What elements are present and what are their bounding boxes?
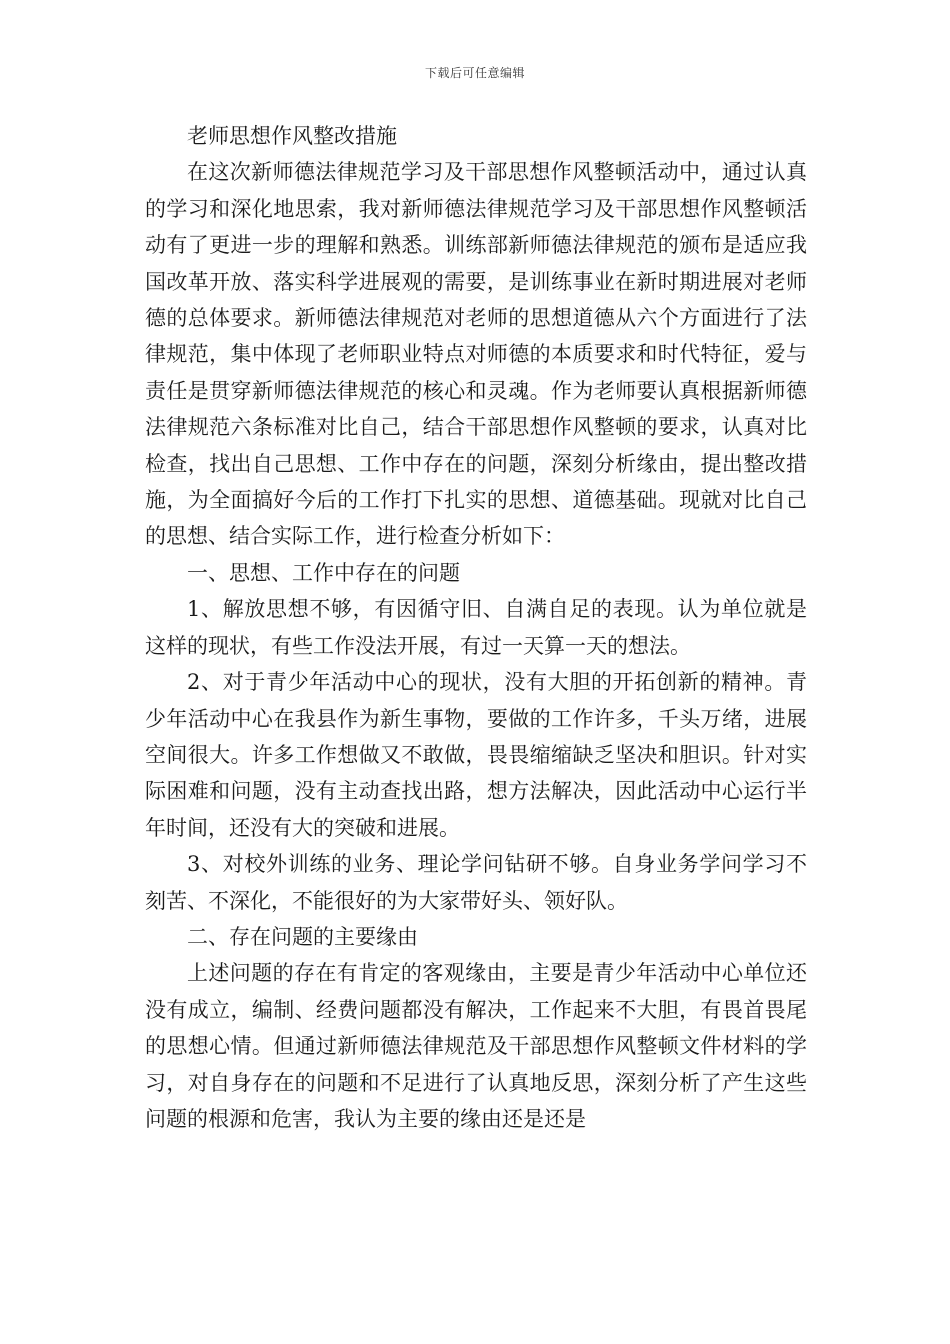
paragraph-intro: 在这次新师德法律规范学习及干部思想作风整顿活动中，通过认真的学习和深化地思索，我对新师德法律规范学习及干部思想作风整顿活动有了更进一步的理解和熟悉。训练部新师德法律规范的颁布是适应我国改革开放、落实科学进展观的需要，是训练事业在新时期进展对老师德的总体要求。新师德法律规范对老师的思想道德从六个方面进行了法律规范，集中体现了老师职业特点对师德的本质要求和时代特征，爱与责任是贯穿新师德法律规范的核心和灵魂。作为老师要认真根据新师德法律规范六条标准对比自己，结合干部思想作风整顿的要求，认真对比检查，找出自己思想、工作中存在的问题，深刻分析缘由，提出整改措施，为全面搞好今后的工作打下扎实的思想、道德基础。现就对比自己的思想、结合实际工作，进行检查分析如下： xyxy=(145,160,807,549)
header-note: 下载后可任意编辑 xyxy=(424,66,525,80)
section-heading-problems: 一、思想、工作中存在的问题 xyxy=(187,560,460,585)
section-heading-causes: 二、存在问题的主要缘由 xyxy=(187,924,418,949)
paragraph-item-2: 2、对于青少年活动中心的现状，没有大胆的开拓创新的精神。青少年活动中心在我县作为新生事物，要做的工作许多，千头万绪，进展空间很大。许多工作想做又不敢做，畏畏缩缩缺乏坚决和胆识。针对实际困难和问题，没有主动查找出路，想方法解决，因此活动中心运行半年时间，还没有大的突破和进展。 xyxy=(145,670,807,840)
paragraph-item-1: 1、解放思想不够，有因循守旧、自满自足的表现。认为单位就是这样的现状，有些工作没法开展，有过一天算一天的想法。 xyxy=(145,597,807,658)
document-body xyxy=(145,118,807,1137)
document-title: 老师思想作风整改措施 xyxy=(187,124,397,148)
paragraph-item-3: 3、对校外训练的业务、理论学问钻研不够。自身业务学问学习不刻苦、不深化，不能很好的为大家带好头、领好队。 xyxy=(145,852,807,913)
paragraph-causes: 上述问题的存在有肯定的客观缘由，主要是青少年活动中心单位还没有成立，编制、经费问题都没有解决，工作起来不大胆，有畏首畏尾的思想心情。但通过新师德法律规范及干部思想作风整顿文件材料的学习，对自身存在的问题和不足进行了认真地反思，深刻分析了产生这些问题的根源和危害，我认为主要的缘由还是还是 xyxy=(145,961,807,1131)
